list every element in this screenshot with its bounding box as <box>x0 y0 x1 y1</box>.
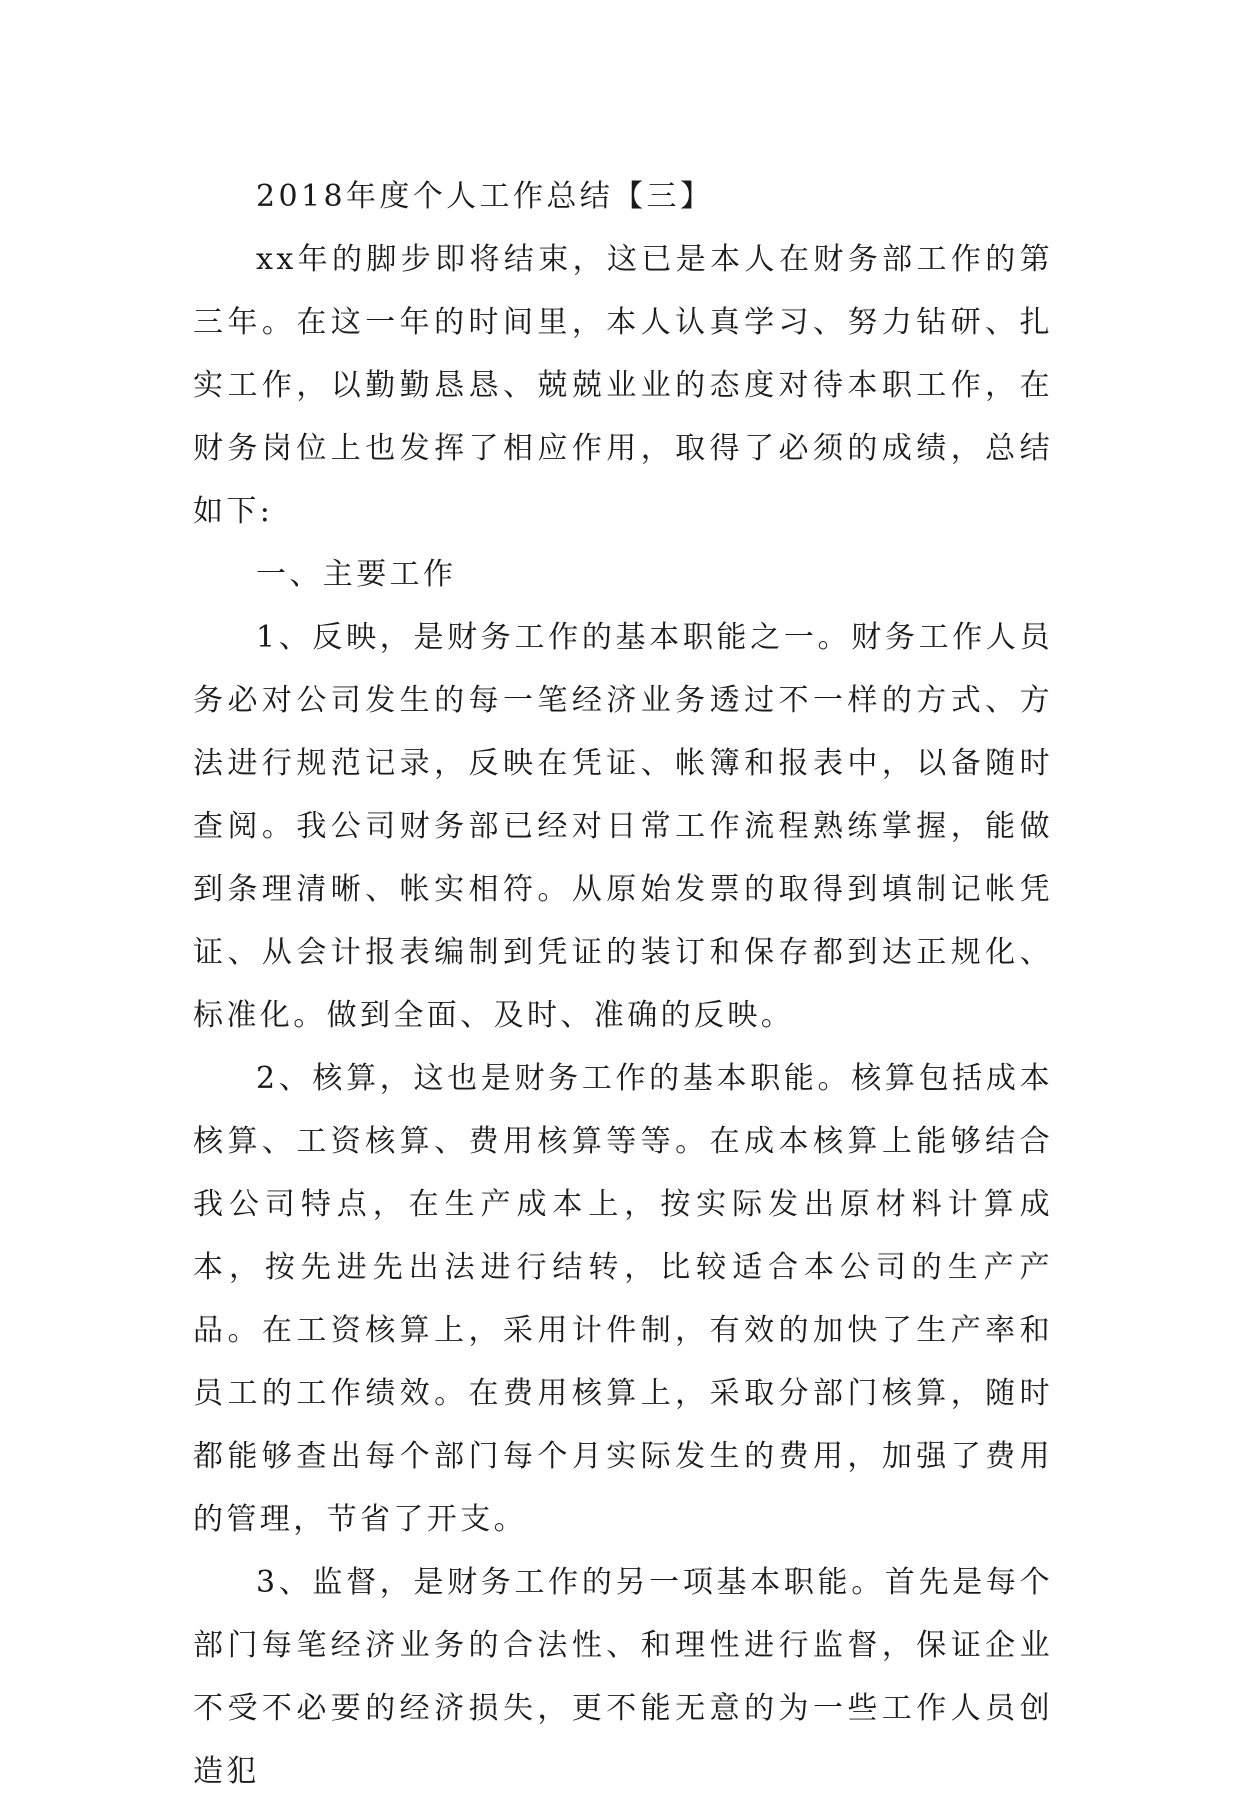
paragraph-accounting: 2、核算，这也是财务工作的基本职能。核算包括成本核算、工资核算、费用核算等等。在成本核算上能够结合我公司特点，在生产成本上，按实际发出原材料计算成本，按先进先出法进行结转，比较适合本公司的生产产品。在工资核算上，采用计件制，有效的加快了生产率和员工的工作绩效。在费用核算上，采取分部门核算，随时都能够查出每个部门每个月实际发生的费用，加强了费用的管理，节省了开支。 <box>193 1061 1053 1537</box>
document-body <box>193 165 1053 1803</box>
document-title: 2018年度个人工作总结【三】 <box>256 179 714 214</box>
paragraph-reflect: 1、反映，是财务工作的基本职能之一。财务工作人员务必对公司发生的每一笔经济业务透过不一样的方式、方法进行规范记录，反映在凭证、帐簿和报表中，以备随时查阅。我公司财务部已经对日常工作流程熟练掌握，能做到条理清晰、帐实相符。从原始发票的取得到填制记帐凭证、从会计报表编制到凭证的装订和保存都到达正规化、标准化。做到全面、及时、准确的反映。 <box>193 620 1053 1033</box>
paragraph-intro: xx年的脚步即将结束，这已是本人在财务部工作的第三年。在这一年的时间里，本人认真学习、努力钻研、扎实工作，以勤勤恳恳、兢兢业业的态度对待本职工作，在财务岗位上也发挥了相应作用，取得了必须的成绩，总结如下: <box>193 242 1053 529</box>
paragraph-supervision: 3、监督，是财务工作的另一项基本职能。首先是每个部门每笔经济业务的合法性、和理性进行监督，保证企业不受不必要的经济损失，更不能无意的为一些工作人员创造犯 <box>193 1565 1053 1789</box>
section-heading-main-work: 一、主要工作 <box>256 557 457 592</box>
